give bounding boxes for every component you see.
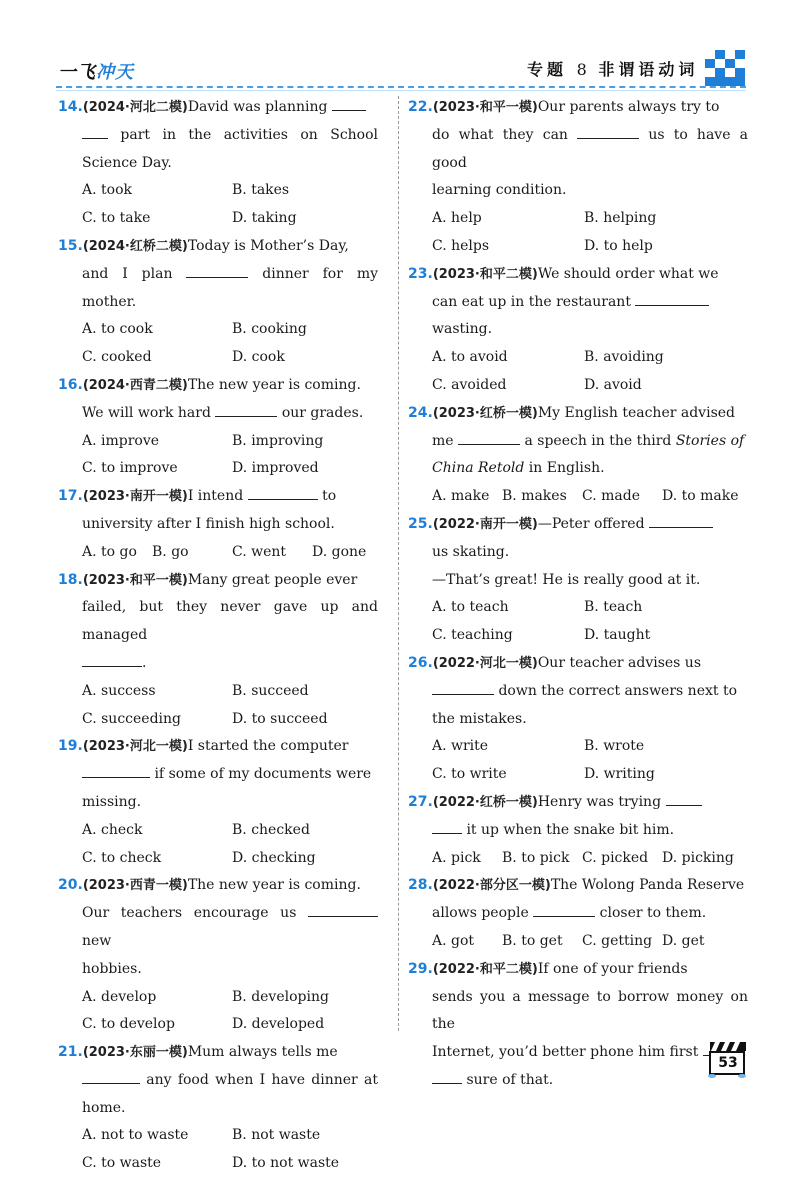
question-number: 20. [58,877,83,894]
option-d[interactable]: D. to succeed [232,710,328,727]
option-d[interactable]: D. get [662,932,705,949]
answer-blank[interactable] [308,902,378,917]
column-divider [398,96,399,1031]
question-text: sends you a message to borrow money on the [432,988,748,1033]
question-text: Today is Mother’s Day, [187,237,349,254]
option-c[interactable]: C. to check [82,849,162,866]
question-source: (2022·和平二模) [432,961,538,977]
answer-blank[interactable] [649,513,713,528]
question-text: I started the computer [187,738,349,755]
question-source: (2024·红桥二模) [82,238,188,254]
option-b[interactable]: B. to pick [502,849,570,866]
option-b[interactable]: B. wrote [584,738,645,755]
question-text: any food when I have dinner at home. [82,1071,378,1116]
question-text: it up when the snake bit him. [466,821,675,838]
option-b[interactable]: B. go [152,543,189,560]
option-b[interactable]: B. cooking [232,321,307,338]
option-d[interactable]: D. cook [232,349,285,366]
option-c[interactable]: C. to improve [82,460,178,477]
question-text: and I plan [82,265,173,282]
answer-blank[interactable] [248,485,318,500]
question-text: Our parents always try to [537,99,720,115]
question-text: failed, but they never gave up and managed [82,599,378,644]
answer-blank[interactable] [577,124,639,139]
option-a[interactable]: A. pick [432,849,481,866]
option-a[interactable]: A. to teach [432,599,509,616]
option-d[interactable]: D. picking [662,849,734,866]
question-23 [408,261,748,400]
question-text: a speech in the third [524,432,672,449]
topic-title [527,57,698,80]
question-text: part in the activities on School Science Day. [82,126,379,171]
answer-blank[interactable] [215,402,277,417]
question-text: our grades. [281,404,364,421]
option-b[interactable]: B. checked [232,821,310,838]
question-28 [408,872,748,955]
answer-blank[interactable] [432,1069,462,1084]
question-text: to [322,488,337,505]
question-source: (2024·西青二模) [82,377,188,393]
question-source: (2022·红桥一模) [432,794,538,810]
question-text: Our teachers encourage us [82,905,297,922]
option-d[interactable]: D. taught [584,627,651,644]
option-a[interactable]: A. took [82,182,132,199]
topic-prefix: 专题 [527,60,568,79]
option-d[interactable]: D. taking [232,210,297,227]
question-source: (2023·东丽一模) [82,1045,188,1061]
answer-blank[interactable] [186,263,248,278]
question-text: if some of my documents were [154,766,372,783]
question-text: dinner for my mother. [82,265,379,310]
option-a[interactable]: A. make [432,488,490,505]
question-text: can eat up in the restaurant [432,293,631,310]
topic-name: 非谓语动词 [598,60,699,79]
answer-blank[interactable] [82,1069,140,1084]
option-d[interactable]: D. developed [232,1016,325,1033]
option-c[interactable]: C. avoided [432,376,507,393]
question-19 [58,733,378,872]
question-14 [58,94,378,233]
option-d[interactable]: D. improved [232,460,319,477]
question-number: 23. [408,265,433,282]
question-text: Internet, you’d better phone him first [432,1044,699,1061]
question-source: (2023·河北一模) [82,739,188,755]
option-c[interactable]: C. to take [82,210,151,227]
brand-text-2: 冲天 [96,62,134,83]
question-source: (2023·西青一模) [82,878,188,894]
option-a[interactable]: A. to cook [82,321,153,338]
checker-decoration-icon [705,50,745,86]
book-title: China Retold [432,460,525,477]
answer-blank[interactable] [82,124,108,139]
question-text: new [82,932,112,949]
option-b[interactable]: B. takes [232,182,290,199]
question-number: 27. [408,793,433,810]
page-number-badge [706,1040,748,1080]
answer-blank[interactable] [432,680,494,695]
question-text: —That’s great! He is really good at it. [432,571,701,588]
question-number: 19. [58,738,83,755]
question-number: 16. [58,376,83,393]
answer-blank[interactable] [458,430,520,445]
question-number: 18. [58,571,83,588]
question-text: —Peter offered [537,515,645,532]
question-text: us skating. [432,543,510,560]
question-number: 24. [408,404,433,421]
option-d[interactable]: D. gone [312,543,367,560]
question-15 [58,233,378,372]
question-text: missing. [82,793,142,810]
option-a[interactable]: A. write [432,738,489,755]
answer-blank[interactable] [666,791,702,806]
answer-blank[interactable] [533,902,595,917]
option-a[interactable]: A. to avoid [432,349,508,366]
answer-blank[interactable] [635,291,709,306]
option-c[interactable]: C. helps [432,237,490,254]
option-b[interactable]: B. not waste [232,1127,321,1144]
option-d[interactable]: D. to not waste [232,1155,340,1172]
right-column [408,94,748,1095]
option-d[interactable]: D. checking [232,849,316,866]
question-text: me [432,432,454,449]
question-text: in English. [528,460,605,477]
question-text: The new year is coming. [187,376,361,393]
option-a[interactable]: A. improve [82,432,160,449]
question-29 [408,956,748,1095]
option-b[interactable]: B. developing [232,988,329,1005]
question-17 [58,483,378,566]
question-text: the mistakes. [432,710,527,727]
option-a[interactable]: A. develop [82,988,157,1005]
page-number: 53 [718,1055,738,1071]
question-text: allows people [432,905,529,922]
book-title: Stories of [675,432,745,449]
question-text: Our teacher advises us [537,654,702,671]
question-source: (2022·南开一模) [432,516,538,532]
question-20 [58,872,378,1039]
question-text: hobbies. [82,960,142,977]
option-d[interactable]: D. avoid [584,376,642,393]
option-c[interactable]: C. getting [582,932,653,949]
question-source: (2023·和平二模) [432,266,538,282]
question-text: I intend [187,488,244,505]
option-c[interactable]: C. to waste [82,1155,162,1172]
option-a[interactable]: A. check [82,821,143,838]
answer-blank[interactable] [82,763,150,778]
option-b[interactable]: B. improving [232,432,324,449]
question-text: The Wolong Panda Reserve [550,877,745,894]
option-c[interactable]: C. went [232,543,287,560]
option-d[interactable]: D. to make [662,488,739,505]
topic-number: 8 [576,60,589,79]
option-b[interactable]: B. to get [502,932,563,949]
question-number: 22. [408,99,433,115]
question-text: closer to them. [599,905,707,922]
question-text: My English teacher advised [537,404,735,421]
header-rule-light [56,90,746,91]
left-column [58,94,378,1178]
question-text: We will work hard [82,404,211,421]
question-source: (2023·和平一模) [432,100,538,115]
question-text: Henry was trying [537,793,662,810]
question-16 [58,372,378,483]
option-c[interactable]: C. succeeding [82,710,181,727]
question-text: do what they can [432,126,568,143]
option-b[interactable]: B. makes [502,488,567,505]
option-b[interactable]: B. avoiding [584,349,664,366]
question-number: 14. [58,99,83,115]
question-text: wasting. [432,321,493,338]
question-26 [408,650,748,789]
option-b[interactable]: B. helping [584,210,657,227]
option-c[interactable]: C. teaching [432,627,513,644]
question-text: learning condition. [432,182,567,199]
question-text: down the correct answers next to [498,682,737,699]
question-number: 29. [408,960,433,977]
question-text: Many great people ever [187,571,358,588]
question-text: David was planning [187,99,328,115]
option-d[interactable]: D. writing [584,766,655,783]
option-c[interactable]: C. made [582,488,640,505]
option-a[interactable]: A. not to waste [82,1127,189,1144]
question-text: If one of your friends [537,960,688,977]
header-rule [56,86,746,88]
question-number: 21. [58,1044,83,1061]
question-text: university after I finish high school. [82,515,335,532]
question-source: (2024·河北二模) [82,100,188,115]
option-a[interactable]: A. success [82,682,156,699]
option-b[interactable]: B. succeed [232,682,309,699]
brand-text-1: 一飞 [58,62,96,83]
option-c[interactable]: C. to develop [82,1016,175,1033]
question-number: 26. [408,654,433,671]
page-header [0,0,800,95]
question-18 [58,567,378,734]
question-24 [408,400,748,511]
question-22 [408,94,748,261]
option-c[interactable]: C. picked [582,849,649,866]
option-d[interactable]: D. to help [584,237,653,254]
question-number: 17. [58,488,83,505]
answer-blank[interactable] [432,819,462,834]
option-b[interactable]: B. teach [584,599,643,616]
question-source: (2023·红桥一模) [432,405,538,421]
answer-blank[interactable] [332,96,366,111]
answer-blank[interactable] [82,652,142,667]
question-number: 15. [58,237,83,254]
option-c[interactable]: C. cooked [82,349,152,366]
question-21 [58,1039,378,1178]
question-27 [408,789,748,872]
question-25 [408,511,748,650]
question-text: sure of that. [466,1071,554,1088]
question-number: 25. [408,515,433,532]
question-text: us to have a good [432,126,749,171]
brand-logo [58,58,134,84]
question-number: 28. [408,877,433,894]
option-a[interactable]: A. got [432,932,475,949]
question-source: (2023·和平一模) [82,572,188,588]
question-source: (2022·部分区一模) [432,878,551,894]
question-source: (2023·南开一模) [82,489,188,505]
question-text: We should order what we [537,265,719,282]
question-text: . [142,654,147,671]
question-source: (2022·河北一模) [432,655,538,671]
option-a[interactable]: A. help [432,210,482,227]
question-text: Mum always tells me [187,1044,338,1061]
option-a[interactable]: A. to go [82,543,137,560]
option-c[interactable]: C. to write [432,766,507,783]
question-text: The new year is coming. [187,877,361,894]
